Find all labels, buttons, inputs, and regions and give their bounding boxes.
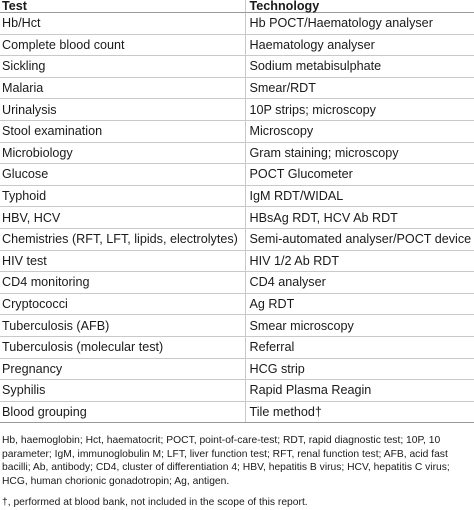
table-row	[0, 358, 474, 380]
cell-technology: Semi-automated analyser/POCT device	[245, 228, 474, 250]
cell-technology: Microscopy	[245, 120, 474, 142]
cell-test: Glucose	[0, 164, 245, 186]
table-row	[0, 272, 474, 294]
cell-test: HBV, HCV	[0, 207, 245, 229]
cell-technology: IgM RDT/WIDAL	[245, 185, 474, 207]
cell-technology: Gram staining; microscopy	[245, 142, 474, 164]
cell-technology: Haematology analyser	[245, 34, 474, 56]
table-row	[0, 56, 474, 78]
dagger-note: †, performed at blood bank, not included in the scope of this report.	[2, 497, 308, 509]
cell-technology: HIV 1/2 Ab RDT	[245, 250, 474, 272]
table-row	[0, 185, 474, 207]
abbreviations-note: Hb, haemoglobin; Hct, haematocrit; POCT, point-of-care-test; RDT, rapid diagnostic test; 10P, 10 parameter; IgM, immunoglobulin M; LFT, liver function test; RFT, renal function test; AFB, acid fast bacilli; Ab, antibody; CD4, cluster of differentiation 4; HBV, hepatitis B virus; HCV, hepatitis C virus; HCG, human chorionic gonadotropin; Ag, antigen.	[2, 435, 450, 487]
table-row	[0, 77, 474, 99]
cell-technology: Hb POCT/Haematology analyser	[245, 13, 474, 35]
table-row	[0, 164, 474, 186]
cell-technology: 10P strips; microscopy	[245, 99, 474, 121]
cell-technology: Tile method†	[245, 401, 474, 423]
table-row	[0, 250, 474, 272]
cell-technology: HBsAg RDT, HCV Ab RDT	[245, 207, 474, 229]
cell-technology: Rapid Plasma Reagin	[245, 380, 474, 402]
cell-technology: Sodium metabisulphate	[245, 56, 474, 78]
table-row	[0, 401, 474, 423]
cell-test: Chemistries (RFT, LFT, lipids, electrolytes)	[0, 228, 245, 250]
cell-technology: CD4 analyser	[245, 272, 474, 294]
cell-test: Pregnancy	[0, 358, 245, 380]
cell-technology: Smear microscopy	[245, 315, 474, 337]
cell-test: HIV test	[0, 250, 245, 272]
table-row	[0, 380, 474, 402]
table-row	[0, 13, 474, 35]
cell-test: Urinalysis	[0, 99, 245, 121]
table-row	[0, 293, 474, 315]
cell-test: Sickling	[0, 56, 245, 78]
cell-test: Malaria	[0, 77, 245, 99]
cell-test: Stool examination	[0, 120, 245, 142]
header-row	[0, 0, 474, 13]
header-technology: Technology	[245, 0, 474, 13]
cell-test: Syphilis	[0, 380, 245, 402]
table-row	[0, 120, 474, 142]
header-test: Test	[0, 0, 245, 13]
table-row	[0, 207, 474, 229]
cell-test: Complete blood count	[0, 34, 245, 56]
cell-test: Hb/Hct	[0, 13, 245, 35]
cell-test: Tuberculosis (molecular test)	[0, 336, 245, 358]
cell-test: Microbiology	[0, 142, 245, 164]
table-row	[0, 99, 474, 121]
cell-technology: POCT Glucometer	[245, 164, 474, 186]
cell-test: Cryptococci	[0, 293, 245, 315]
table-header	[0, 0, 474, 13]
table-row	[0, 142, 474, 164]
cell-technology: HCG strip	[245, 358, 474, 380]
footnotes	[2, 434, 472, 510]
table-row	[0, 34, 474, 56]
cell-technology: Referral	[245, 336, 474, 358]
table-row	[0, 315, 474, 337]
cell-test: Tuberculosis (AFB)	[0, 315, 245, 337]
cell-test: CD4 monitoring	[0, 272, 245, 294]
cell-test: Typhoid	[0, 185, 245, 207]
cell-test: Blood grouping	[0, 401, 245, 423]
table-body	[0, 13, 474, 423]
table-row	[0, 228, 474, 250]
table-row	[0, 336, 474, 358]
cell-technology: Smear/RDT	[245, 77, 474, 99]
cell-technology: Ag RDT	[245, 293, 474, 315]
